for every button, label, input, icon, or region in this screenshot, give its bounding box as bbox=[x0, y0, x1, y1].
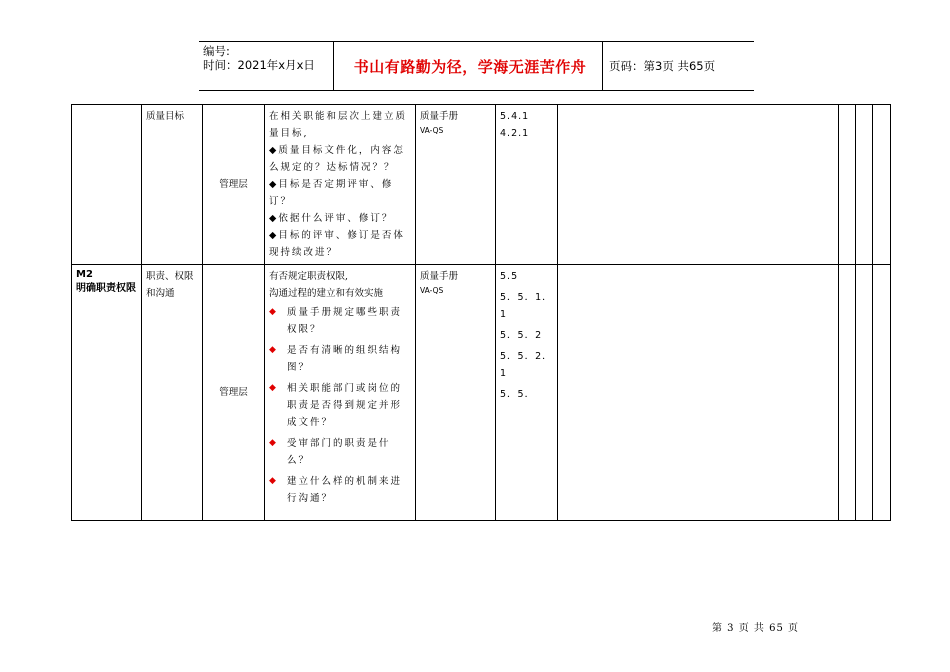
bullet-item: ◆ 相关职能部门或岗位的职责是否得到规定并形成文件？ bbox=[269, 380, 411, 431]
doc-code: VA-QS bbox=[420, 126, 444, 135]
header-divider bbox=[602, 42, 603, 90]
content-cell bbox=[265, 265, 416, 521]
clause: 5．5．1．1 bbox=[500, 292, 553, 320]
check-cell bbox=[856, 105, 873, 265]
bullet-item: ◆ 建立什么样的机制来进行沟通？ bbox=[269, 473, 411, 507]
diamond-bullet-icon: ◆ bbox=[269, 307, 276, 317]
diamond-bullet-icon: ◆ bbox=[269, 213, 279, 224]
bullet-item: ◆ 是否有清晰的组织结构图？ bbox=[269, 342, 411, 376]
clause: 5．5．2 bbox=[500, 330, 543, 341]
bullet-item: ◆ 质量手册规定哪些职责权限？ bbox=[269, 304, 411, 338]
diamond-bullet-icon: ◆ bbox=[269, 476, 276, 486]
audit-table bbox=[71, 104, 891, 521]
diamond-bullet-icon: ◆ bbox=[269, 383, 276, 393]
code-cell bbox=[72, 105, 142, 265]
check-cell bbox=[839, 265, 856, 521]
content-line: 有否规定职责权限, bbox=[269, 271, 349, 282]
code-cell bbox=[72, 265, 142, 521]
doc-name: 质量手册 bbox=[420, 111, 459, 122]
page-footer: 第 3 页 共 65 页 bbox=[712, 623, 799, 634]
check-cell bbox=[839, 105, 856, 265]
check-cell bbox=[856, 265, 873, 521]
clause: 5．5． bbox=[500, 389, 536, 400]
item-cell: 职责、权限和沟通 bbox=[142, 265, 203, 521]
check-cell bbox=[873, 265, 891, 521]
header-meta bbox=[203, 44, 315, 72]
dept-cell: 管理层 bbox=[203, 105, 265, 265]
content-line: 沟通过程的建立和有效实施 bbox=[269, 288, 384, 299]
time-label: 时间：2021年x月x日 bbox=[203, 58, 315, 72]
table-row bbox=[72, 105, 891, 265]
content-line: ◆质量目标文件化，内容怎么规定的？达标情况？？ bbox=[269, 145, 405, 173]
clause: 5.5 bbox=[500, 271, 519, 282]
notes-cell bbox=[558, 105, 839, 265]
dept-cell: 管理层 bbox=[203, 265, 265, 521]
section-code: M2 bbox=[76, 269, 93, 280]
table-row bbox=[72, 265, 891, 521]
diamond-bullet-icon: ◆ bbox=[269, 145, 279, 156]
notes-cell bbox=[558, 265, 839, 521]
content-cell bbox=[265, 105, 416, 265]
check-cell bbox=[873, 105, 891, 265]
content-line: 在相关职能和层次上建立质量目标, bbox=[269, 111, 408, 139]
content-line: ◆目标的评审、修订是否体现持续改进？ bbox=[269, 230, 405, 258]
header-motto: 书山有路勤为径，学海无涯苦作舟 bbox=[353, 57, 587, 76]
page-code: 页码：第3页 共65页 bbox=[609, 59, 716, 73]
clause: 4.2.1 bbox=[500, 128, 530, 139]
header-divider bbox=[333, 42, 334, 90]
diamond-bullet-icon: ◆ bbox=[269, 438, 276, 448]
clause-cell bbox=[496, 265, 558, 521]
item-cell: 质量目标 bbox=[142, 105, 203, 265]
clause: 5.4.1 bbox=[500, 111, 530, 122]
section-title: 明确职责权限 bbox=[76, 283, 136, 294]
content-line: ◆依据什么评审、修订？ bbox=[269, 213, 394, 224]
diamond-bullet-icon: ◆ bbox=[269, 179, 279, 190]
content-line: ◆目标是否定期评审、修订？ bbox=[269, 179, 394, 207]
doc-code: VA-QS bbox=[420, 286, 444, 295]
doc-cell bbox=[416, 265, 496, 521]
bullet-item: ◆ 受审部门的职责是什么？ bbox=[269, 435, 411, 469]
clause: 5．5．2．1 bbox=[500, 351, 553, 379]
clause-cell bbox=[496, 105, 558, 265]
page-header bbox=[199, 41, 754, 91]
diamond-bullet-icon: ◆ bbox=[269, 230, 279, 241]
diamond-bullet-icon: ◆ bbox=[269, 345, 276, 355]
number-label: 编号: bbox=[203, 44, 230, 58]
doc-name: 质量手册 bbox=[420, 271, 459, 282]
doc-cell bbox=[416, 105, 496, 265]
